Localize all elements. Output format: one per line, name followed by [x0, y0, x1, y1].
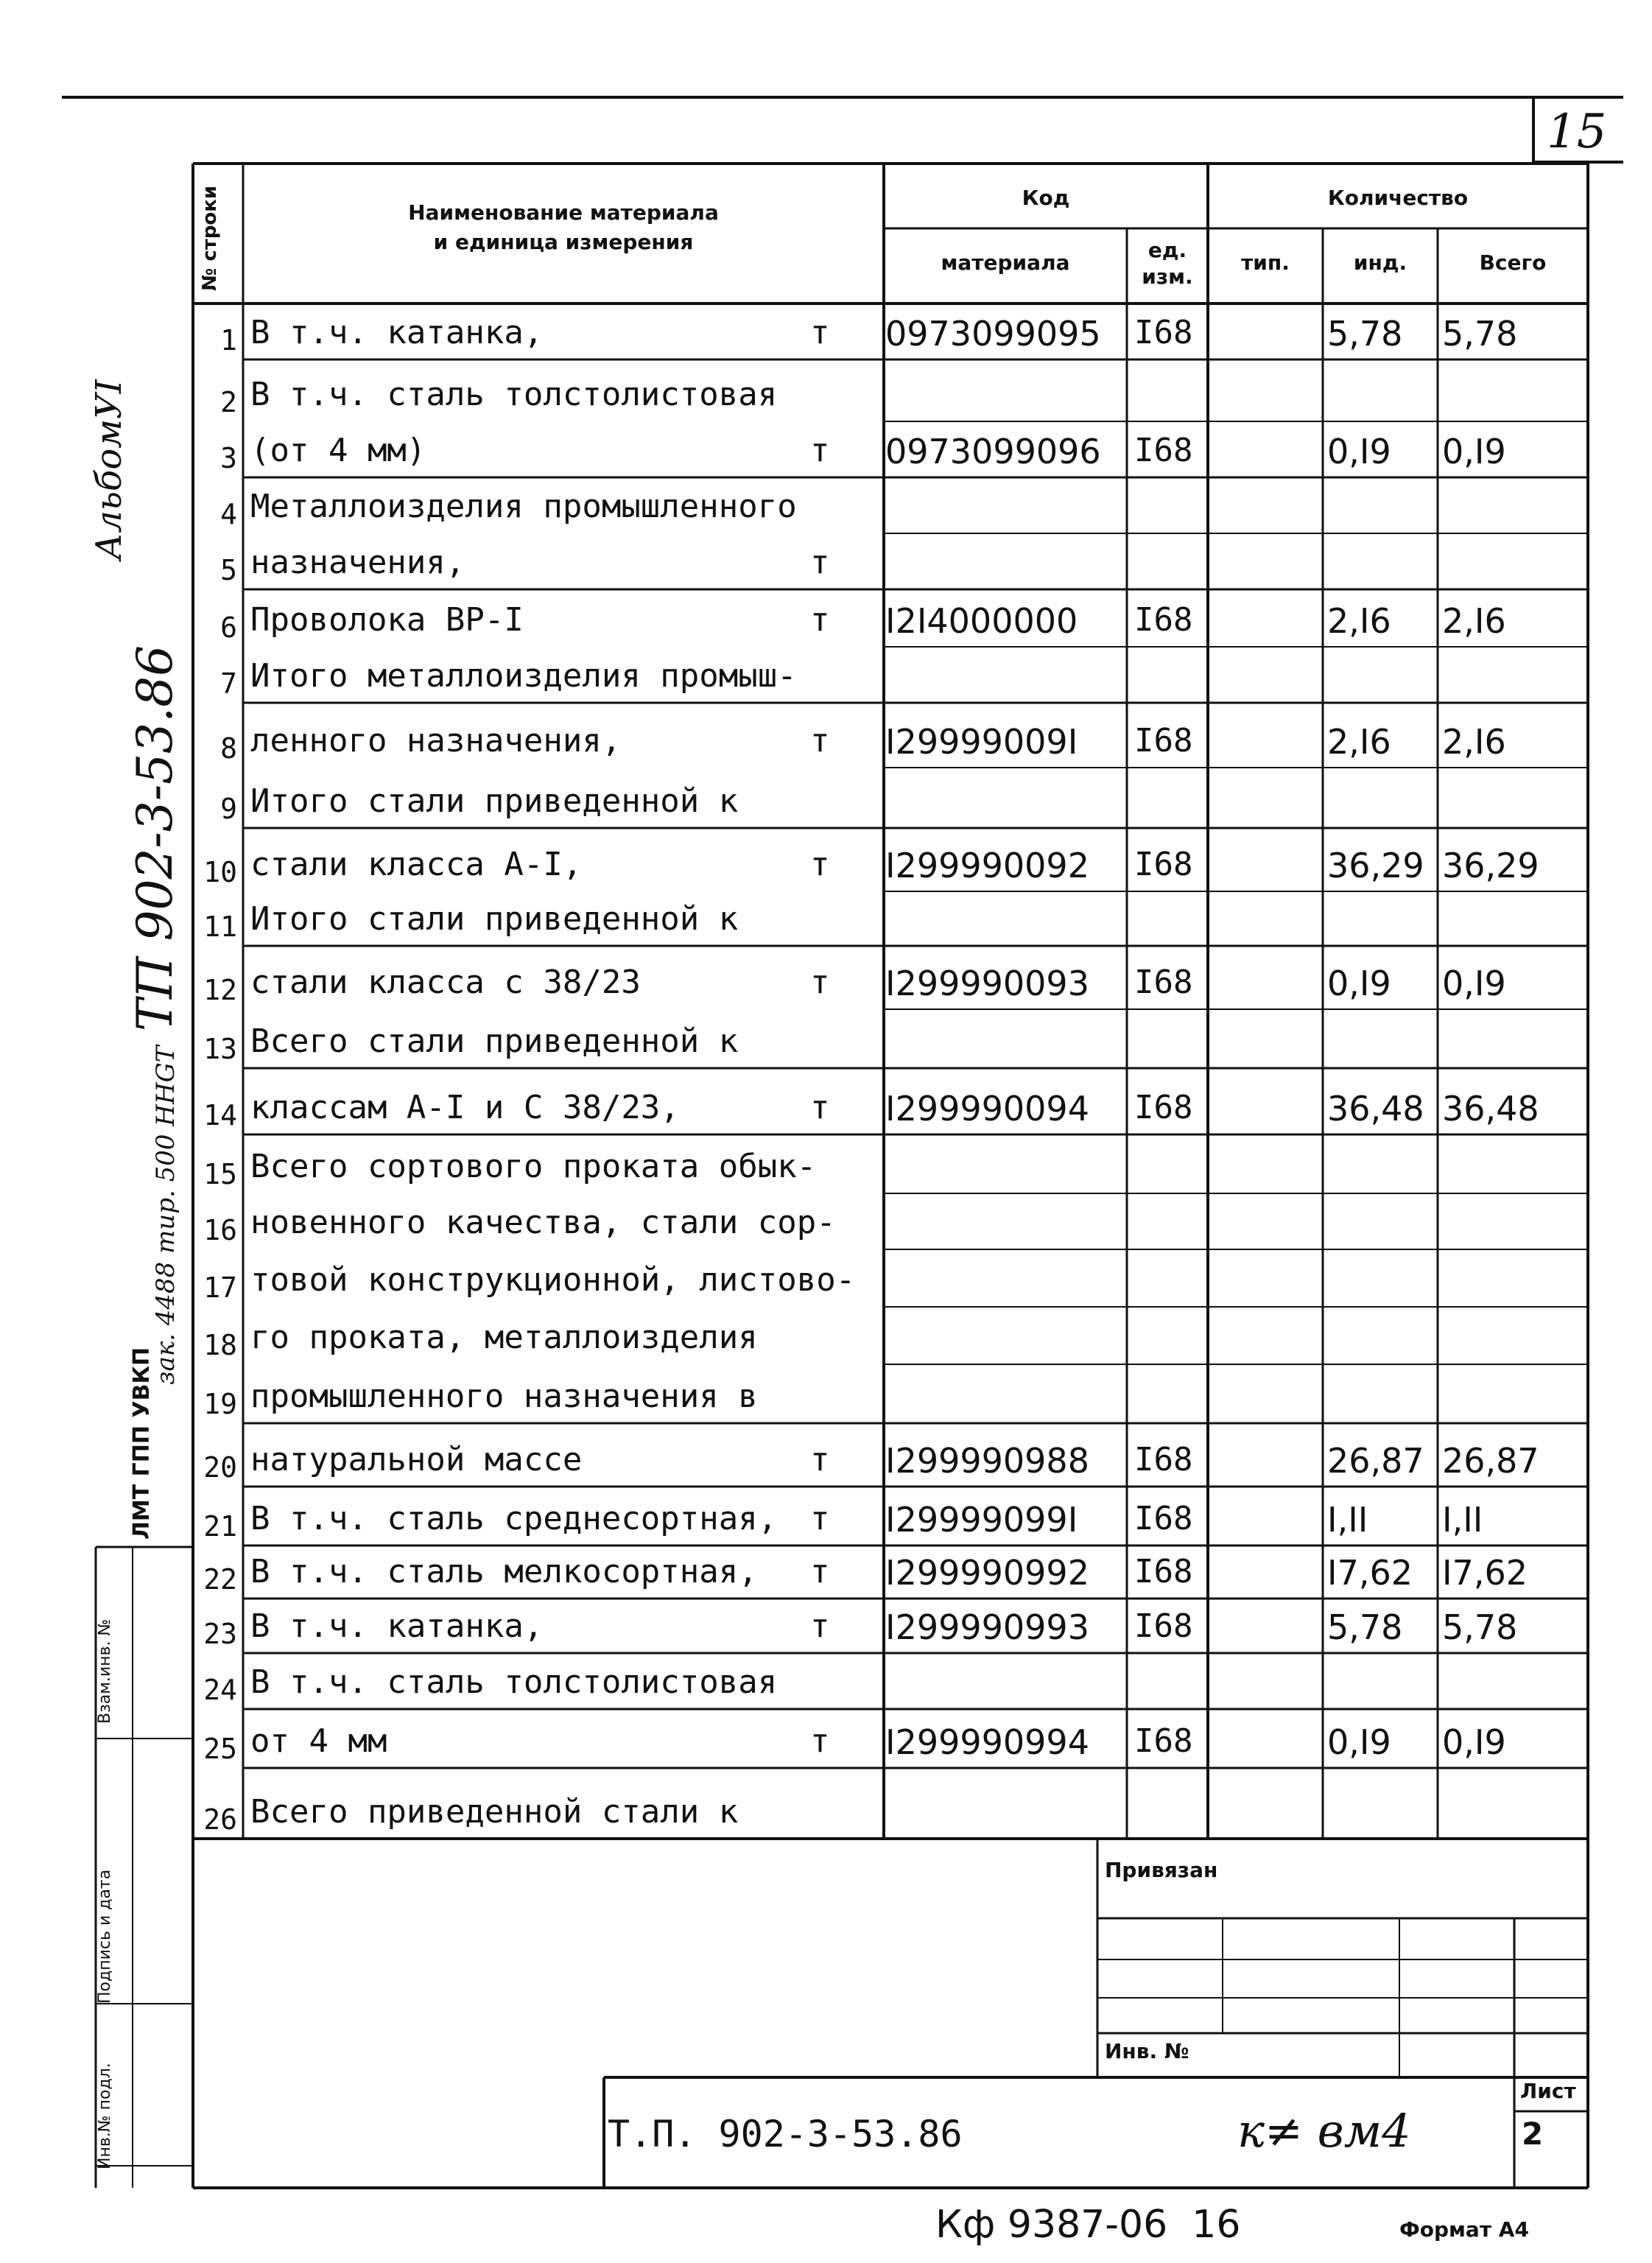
row-unit-letter: т [810, 1607, 830, 1645]
row-qty-total: 0,I9 [1442, 1722, 1506, 1762]
row-material-code: I299990993 [885, 1607, 1089, 1647]
stamp-sheet-label: Лист [1520, 2079, 1576, 2103]
header-name-1: Наименование материала [408, 200, 719, 225]
header-quantity: Количество [1327, 186, 1469, 210]
row-qty-ind: I,II [1327, 1500, 1368, 1540]
row-number: 21 [203, 1510, 237, 1543]
row-unit-letter: т [810, 1441, 830, 1478]
stamp-inv-no: Инв. № [1105, 2039, 1189, 2063]
row-material-code: I299990093 [885, 964, 1089, 1003]
header-total: Всего [1479, 250, 1547, 275]
format-label: Формат А4 [1399, 2217, 1529, 2242]
row-qty-total: 2,I6 [1442, 601, 1506, 641]
row-name: стали класса А-I, [250, 846, 583, 883]
row-name: Проволока ВР-I [250, 601, 524, 639]
row-qty-ind: 26,87 [1327, 1441, 1424, 1481]
row-number: 6 [220, 611, 237, 644]
row-number: 25 [203, 1733, 237, 1765]
row-qty-total: I7,62 [1442, 1553, 1528, 1593]
row-unit-code: I68 [1134, 1089, 1193, 1126]
side-label-inv-podl: Инв.№ подл. [96, 2063, 114, 2169]
row-name: В т.ч. катанка, [250, 314, 544, 351]
row-qty-total: 36,48 [1442, 1089, 1539, 1129]
row-number: 17 [203, 1271, 237, 1304]
header-typ: тип. [1241, 250, 1290, 275]
stamp-sheet-no: 2 [1522, 2116, 1544, 2152]
row-name: ленного назначения, [250, 722, 622, 759]
row-material-code: 0973099095 [885, 314, 1101, 354]
row-material-code: 0973099096 [885, 432, 1101, 471]
row-number: 22 [203, 1563, 237, 1596]
row-material-code: I299990094 [885, 1089, 1089, 1129]
row-qty-ind: 5,78 [1327, 314, 1403, 354]
row-qty-ind: 36,29 [1327, 846, 1424, 885]
row-name: назначения, [250, 544, 465, 581]
sheet-corner-number: 15 [1547, 105, 1607, 159]
row-number: 9 [220, 793, 237, 825]
row-material-code: I299990092 [885, 846, 1089, 885]
row-unit-code: I68 [1134, 722, 1193, 759]
row-unit-code: I68 [1134, 1553, 1193, 1590]
row-number: 2 [220, 386, 237, 418]
row-name: от 4 мм [250, 1722, 387, 1760]
row-unit-code: I68 [1134, 1607, 1193, 1645]
stamp-handwritten: к≠ вм4 [1237, 2104, 1411, 2158]
row-qty-ind: 2,I6 [1327, 601, 1391, 641]
row-unit-code: I68 [1134, 1441, 1193, 1478]
row-qty-total: 36,29 [1442, 846, 1539, 885]
row-name: стали класса с 38/23 [250, 964, 641, 1001]
row-qty-total: 0,I9 [1442, 432, 1506, 471]
row-qty-total: 0,I9 [1442, 964, 1506, 1003]
row-name: Итого металлоизделия промыш- [250, 657, 797, 695]
row-unit-letter: т [810, 964, 830, 1001]
stamp-privyazan: Привязан [1105, 1858, 1218, 1882]
row-name: товой конструкционной, листово- [250, 1261, 856, 1299]
row-name: (от 4 мм) [250, 432, 426, 469]
row-number: 7 [220, 667, 237, 700]
row-name: В т.ч. сталь толстолистовая [250, 376, 778, 413]
row-qty-ind: 0,I9 [1327, 432, 1391, 471]
row-unit-letter: т [810, 1553, 830, 1590]
row-qty-ind: 2,I6 [1327, 722, 1391, 762]
header-row-no: № строки [199, 185, 221, 291]
header-name-2: и единица измерения [433, 230, 694, 254]
row-qty-total: 5,78 [1442, 1607, 1518, 1647]
row-name: В т.ч. сталь мелкосортная, [250, 1553, 758, 1590]
order-side-label: зак. 4488 тир. 500 ННGТ [151, 1045, 180, 1385]
row-unit-letter: т [810, 601, 830, 639]
row-unit-letter: т [810, 314, 830, 351]
album-label: АльбомУI [88, 379, 130, 560]
row-number: 18 [203, 1329, 237, 1361]
org-side-label: ЛМТ ГПП УВКП [129, 1347, 155, 1540]
project-side-label: ТП 902-3-53.86 [127, 645, 183, 1031]
row-material-code: I29999009I [885, 722, 1078, 762]
row-number: 26 [203, 1803, 237, 1836]
footer-code: Кф 9387-06 16 [935, 2203, 1241, 2247]
row-number: 4 [220, 498, 237, 530]
row-number: 14 [203, 1099, 237, 1132]
row-qty-total: 5,78 [1442, 314, 1518, 354]
row-number: 13 [203, 1033, 237, 1065]
row-name: В т.ч. катанка, [250, 1607, 544, 1645]
row-number: 1 [220, 324, 237, 357]
row-name: Всего приведенной стали к [250, 1793, 739, 1831]
row-unit-code: I68 [1134, 601, 1193, 639]
side-label-vzam: Взам.инв. № [96, 1618, 114, 1724]
row-unit-code: I68 [1134, 314, 1193, 351]
row-number: 20 [203, 1451, 237, 1484]
row-qty-ind: 0,I9 [1327, 964, 1391, 1003]
row-name: Итого стали приведенной к [250, 782, 739, 820]
row-unit-letter: т [810, 544, 830, 581]
row-qty-total: 2,I6 [1442, 722, 1506, 762]
row-name: натуральной массе [250, 1441, 583, 1478]
row-number: 24 [203, 1674, 237, 1706]
row-unit-code: I68 [1134, 846, 1193, 883]
row-number: 12 [203, 974, 237, 1006]
row-name: Всего сортового проката обык- [250, 1148, 817, 1185]
row-material-code: I299990992 [885, 1553, 1089, 1593]
row-qty-total: 26,87 [1442, 1441, 1539, 1481]
header-material: материала [941, 250, 1070, 275]
row-name: В т.ч. сталь среднесортная, [250, 1500, 778, 1537]
row-name: Металлоизделия промышленного [250, 488, 797, 525]
header-ind: инд. [1353, 250, 1407, 275]
row-material-code: I2I4000000 [885, 601, 1078, 641]
row-name: промышленного назначения в [250, 1378, 758, 1415]
row-material-code: I299990988 [885, 1441, 1089, 1481]
row-number: 16 [203, 1214, 237, 1246]
row-number: 8 [220, 732, 237, 765]
row-number: 11 [203, 911, 237, 943]
row-name: Всего стали приведенной к [250, 1022, 739, 1060]
row-material-code: I29999099I [885, 1500, 1078, 1540]
row-name: новенного качества, стали сор- [250, 1204, 836, 1241]
row-unit-letter: т [810, 432, 830, 469]
row-name: В т.ч. сталь толстолистовая [250, 1663, 778, 1701]
row-unit-letter: т [810, 846, 830, 883]
row-unit-letter: т [810, 1722, 830, 1760]
row-unit-letter: т [810, 1089, 830, 1126]
row-name: го проката, металлоизделия [250, 1319, 758, 1356]
row-unit-code: I68 [1134, 432, 1193, 469]
row-unit-letter: т [810, 1500, 830, 1537]
row-name: классам А-I и С 38/23, [250, 1089, 680, 1126]
row-material-code: I299990994 [885, 1722, 1089, 1762]
row-qty-total: I,II [1442, 1500, 1483, 1540]
row-unit-code: I68 [1134, 964, 1193, 1001]
row-qty-ind: I7,62 [1327, 1553, 1413, 1593]
row-number: 10 [203, 856, 237, 888]
stamp-doc-code: Т.П. 902-3-53.86 [608, 2113, 963, 2155]
row-number: 19 [203, 1388, 237, 1420]
row-unit-letter: т [810, 722, 830, 759]
side-label-signature: Подпись и дата [96, 1869, 114, 2004]
row-qty-ind: 36,48 [1327, 1089, 1424, 1129]
header-code: Код [1022, 186, 1070, 210]
row-qty-ind: 5,78 [1327, 1607, 1403, 1647]
row-name: Итого стали приведенной к [250, 900, 739, 938]
row-number: 5 [220, 554, 237, 586]
row-number: 15 [203, 1158, 237, 1190]
row-qty-ind: 0,I9 [1327, 1722, 1391, 1762]
row-unit-code: I68 [1134, 1722, 1193, 1760]
header-unit: ед. изм. [1142, 238, 1193, 289]
row-number: 23 [203, 1618, 237, 1650]
row-unit-code: I68 [1134, 1500, 1193, 1537]
row-number: 3 [220, 442, 237, 474]
